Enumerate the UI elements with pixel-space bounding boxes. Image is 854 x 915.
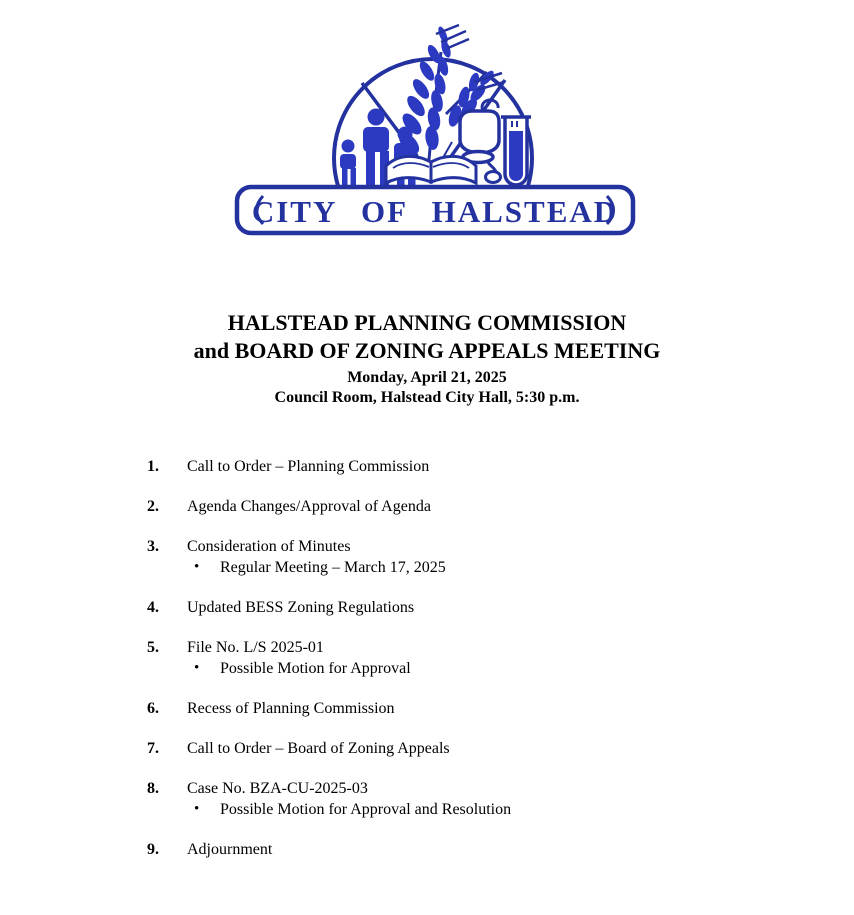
agenda-item xyxy=(147,840,747,859)
test-tube-icon xyxy=(501,117,531,185)
agenda-item-row xyxy=(147,457,747,476)
agenda-list xyxy=(147,457,747,880)
title-block xyxy=(0,309,854,408)
agenda-sub-item xyxy=(194,800,747,819)
meeting-location: Council Room, Halstead City Hall, 5:30 p.m. xyxy=(274,389,580,406)
agenda-item-row xyxy=(147,638,747,657)
agenda-item-row xyxy=(147,699,747,718)
agenda-item xyxy=(147,739,747,758)
agenda-item-text: Updated BESS Zoning Regulations xyxy=(187,599,415,616)
agenda-item-text: Adjournment xyxy=(187,841,273,858)
agenda-item-row xyxy=(147,739,747,758)
agenda-item-number: 6. xyxy=(147,700,159,717)
agenda-item-row xyxy=(147,840,747,859)
meeting-date: Monday, April 21, 2025 xyxy=(347,369,507,386)
agenda-sub-text: Regular Meeting – March 17, 2025 xyxy=(220,559,446,576)
agenda-item-text: File No. L/S 2025-01 xyxy=(187,639,324,656)
agenda-item-number: 9. xyxy=(147,841,159,858)
agenda-item-text: Recess of Planning Commission xyxy=(187,700,395,717)
bullet-icon: • xyxy=(194,559,200,575)
agenda-item-text: Case No. BZA-CU-2025-03 xyxy=(187,780,368,797)
agenda-item-row xyxy=(147,598,747,617)
agenda-item-text: Call to Order – Board of Zoning Appeals xyxy=(187,740,450,757)
agenda-sub-item xyxy=(194,659,747,678)
meeting-title-line2: and BOARD OF ZONING APPEALS MEETING xyxy=(193,338,661,363)
city-of-halstead-logo xyxy=(0,0,854,252)
agenda-item-text: Call to Order – Planning Commission xyxy=(187,458,430,475)
agenda-item xyxy=(147,497,747,516)
logo-banner xyxy=(237,187,633,233)
agenda-item-row xyxy=(147,537,747,556)
bullet-icon: • xyxy=(194,801,200,817)
agenda-item-number: 7. xyxy=(147,740,159,757)
agenda-sub-text: Possible Motion for Approval and Resolution xyxy=(220,801,512,818)
banner-text: CITY OF HALSTEAD xyxy=(251,194,619,229)
agenda-item-number: 5. xyxy=(147,639,159,656)
agenda-item-text: Consideration of Minutes xyxy=(187,538,351,555)
agenda-item-row xyxy=(147,497,747,516)
agenda-item xyxy=(147,699,747,718)
agenda-item-number: 3. xyxy=(147,538,159,555)
meeting-title-line1: HALSTEAD PLANNING COMMISSION xyxy=(227,310,627,335)
agenda-item-number: 1. xyxy=(147,458,159,475)
agenda-sub-item xyxy=(194,558,747,577)
agenda-item xyxy=(147,598,747,617)
bullet-icon: • xyxy=(194,660,200,676)
agenda-item-text: Agenda Changes/Approval of Agenda xyxy=(187,498,431,515)
agenda-item xyxy=(147,638,747,678)
agenda-item-number: 2. xyxy=(147,498,159,515)
agenda-sub-text: Possible Motion for Approval xyxy=(220,660,411,677)
agenda-item-number: 4. xyxy=(147,599,159,616)
agenda-item xyxy=(147,457,747,476)
agenda-item xyxy=(147,537,747,577)
agenda-item-row xyxy=(147,779,747,798)
agenda-item-number: 8. xyxy=(147,780,159,797)
agenda-item xyxy=(147,779,747,819)
